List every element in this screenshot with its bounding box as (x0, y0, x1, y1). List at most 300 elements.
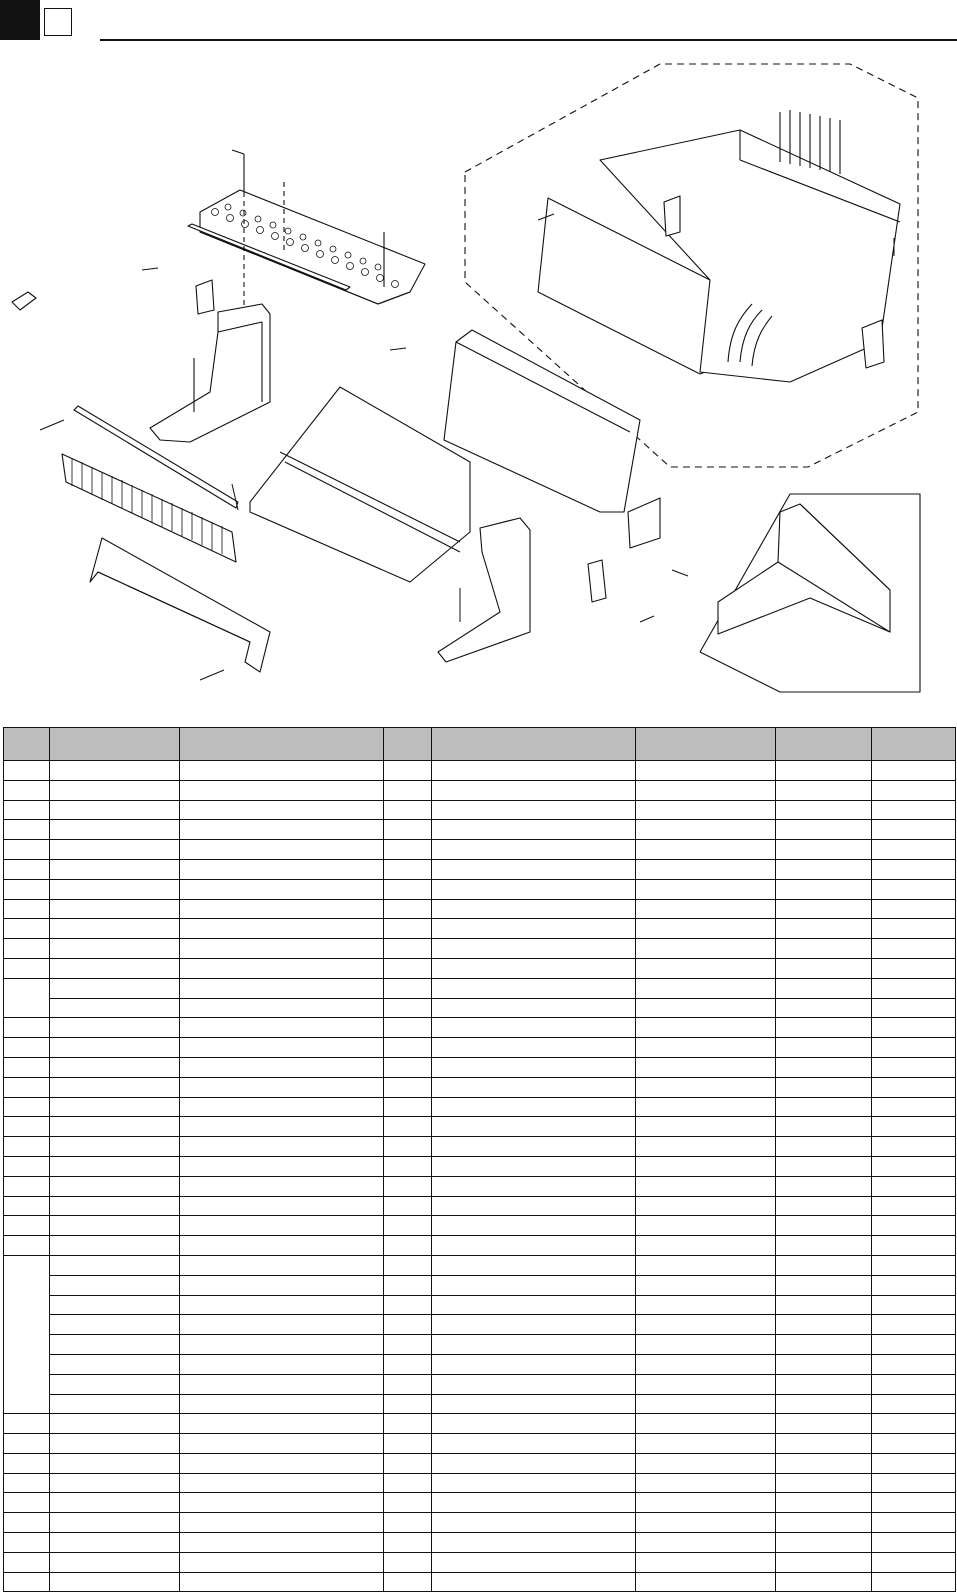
table-cell (872, 1434, 956, 1454)
table-cell (4, 879, 50, 899)
table-cell (636, 1533, 776, 1553)
table-cell (872, 879, 956, 899)
side-bracket (628, 498, 660, 548)
column-header (50, 728, 180, 761)
table-cell (384, 1414, 432, 1434)
table-cell (50, 820, 180, 840)
table-cell (776, 1513, 872, 1533)
table-cell (180, 998, 384, 1018)
table-row (4, 1434, 956, 1454)
table-cell (4, 780, 50, 800)
table-cell (4, 1236, 50, 1256)
table-cell (432, 1434, 636, 1454)
table-cell (180, 1315, 384, 1335)
table-cell (636, 1434, 776, 1454)
table-cell (4, 1414, 50, 1434)
table-cell (384, 1216, 432, 1236)
table-cell (4, 1057, 50, 1077)
table-row (4, 998, 956, 1018)
table-cell (636, 1572, 776, 1592)
table-cell (636, 939, 776, 959)
table-cell (50, 1374, 180, 1394)
column-header (4, 728, 50, 761)
table-cell (384, 998, 432, 1018)
table-row (4, 1493, 956, 1513)
table-cell (50, 1077, 180, 1097)
table-cell (384, 1453, 432, 1473)
table-cell (4, 1196, 50, 1216)
table-cell (50, 1513, 180, 1533)
table-cell (432, 1414, 636, 1434)
table-cell (872, 1196, 956, 1216)
table-cell (4, 1453, 50, 1473)
table-cell (636, 1196, 776, 1216)
mount-plate (588, 560, 606, 602)
table-cell (432, 1077, 636, 1097)
table-cell (4, 1156, 50, 1176)
column-header (636, 728, 776, 761)
table-cell (384, 899, 432, 919)
table-cell (432, 958, 636, 978)
table-cell (432, 1216, 636, 1236)
table-cell (872, 1216, 956, 1236)
table-cell (180, 939, 384, 959)
table-cell (180, 1137, 384, 1157)
table-cell (776, 820, 872, 840)
table-cell (180, 1156, 384, 1176)
table-cell (4, 899, 50, 919)
table-cell (4, 1493, 50, 1513)
table-cell (384, 1513, 432, 1533)
table-cell (432, 1572, 636, 1592)
table-row (4, 1236, 956, 1256)
table-cell (776, 1354, 872, 1374)
table-cell (776, 978, 872, 998)
table-cell (432, 1097, 636, 1117)
table-cell (432, 1236, 636, 1256)
table-cell (180, 919, 384, 939)
small-plate (196, 280, 214, 314)
table-cell (4, 1473, 50, 1493)
table-cell (636, 1216, 776, 1236)
table-row (4, 1255, 956, 1275)
column-header (384, 728, 432, 761)
table-cell (432, 1156, 636, 1176)
table-cell (432, 1374, 636, 1394)
table-row (4, 1354, 956, 1374)
table-cell (180, 978, 384, 998)
table-cell (776, 919, 872, 939)
column-header (432, 728, 636, 761)
table-cell (50, 1453, 180, 1473)
table-row (4, 978, 956, 998)
table-row (4, 1295, 956, 1315)
table-cell (384, 800, 432, 820)
table-cell (384, 879, 432, 899)
table-cell (384, 1176, 432, 1196)
table-cell (180, 1513, 384, 1533)
table-cell (432, 998, 636, 1018)
table-cell (636, 919, 776, 939)
table-cell (384, 1374, 432, 1394)
column-header (776, 728, 872, 761)
table-cell (180, 1434, 384, 1454)
table-cell (4, 1255, 50, 1413)
table-cell (432, 1018, 636, 1038)
table-cell (50, 978, 180, 998)
table-cell (432, 1176, 636, 1196)
table-cell (50, 1572, 180, 1592)
table-cell (636, 1295, 776, 1315)
table-row (4, 1552, 956, 1572)
table-cell (50, 919, 180, 939)
column-header (872, 728, 956, 761)
table-cell (180, 780, 384, 800)
table-cell (180, 1533, 384, 1553)
table-cell (432, 919, 636, 939)
table-cell (50, 998, 180, 1018)
table-row (4, 1057, 956, 1077)
table-cell (384, 1137, 432, 1157)
table-cell (180, 1394, 384, 1414)
clamp-plate (664, 196, 680, 236)
table-cell (384, 1275, 432, 1295)
table-cell (180, 800, 384, 820)
column-header (180, 728, 384, 761)
table-cell (636, 1038, 776, 1058)
table-cell (872, 1255, 956, 1275)
table-cell (180, 1176, 384, 1196)
table-cell (636, 958, 776, 978)
table-cell (872, 1236, 956, 1256)
table-cell (872, 1038, 956, 1058)
table-cell (776, 1236, 872, 1256)
table-cell (872, 840, 956, 860)
table-cell (50, 1533, 180, 1553)
table-row (4, 919, 956, 939)
parts-list-body (4, 761, 956, 1592)
table-cell (4, 1137, 50, 1157)
table-cell (432, 1117, 636, 1137)
table-cell (50, 1295, 180, 1315)
table-cell (180, 1572, 384, 1592)
table-cell (50, 879, 180, 899)
table-row (4, 1156, 956, 1176)
table-cell (872, 1137, 956, 1157)
table-cell (872, 1315, 956, 1335)
table-cell (50, 1196, 180, 1216)
table-cell (384, 859, 432, 879)
table-cell (384, 761, 432, 781)
table-cell (180, 859, 384, 879)
table-cell (180, 1354, 384, 1374)
table-cell (4, 1077, 50, 1097)
table-cell (776, 1275, 872, 1295)
table-row (4, 800, 956, 820)
table-cell (180, 1255, 384, 1275)
table-cell (50, 1434, 180, 1454)
table-cell (384, 1315, 432, 1335)
table-cell (776, 761, 872, 781)
table-cell (384, 780, 432, 800)
table-cell (636, 1097, 776, 1117)
table-cell (50, 1216, 180, 1236)
table-cell (4, 939, 50, 959)
table-cell (4, 1572, 50, 1592)
table-cell (50, 1473, 180, 1493)
table-cell (384, 1077, 432, 1097)
table-row (4, 820, 956, 840)
table-cell (180, 1057, 384, 1077)
table-cell (776, 1117, 872, 1137)
table-cell (180, 958, 384, 978)
table-cell (636, 1453, 776, 1473)
table-cell (872, 820, 956, 840)
table-row (4, 1196, 956, 1216)
table-cell (50, 939, 180, 959)
table-cell (384, 1255, 432, 1275)
table-cell (384, 1394, 432, 1414)
table-cell (50, 1137, 180, 1157)
table-cell (776, 1038, 872, 1058)
table-cell (432, 1196, 636, 1216)
top-rail-block (200, 190, 425, 304)
table-cell (636, 998, 776, 1018)
table-cell (872, 1552, 956, 1572)
table-cell (776, 1196, 872, 1216)
table-row (4, 1374, 956, 1394)
table-cell (776, 1018, 872, 1038)
table-row (4, 1513, 956, 1533)
table-cell (384, 1097, 432, 1117)
table-cell (636, 1394, 776, 1414)
table-cell (636, 1018, 776, 1038)
table-cell (180, 879, 384, 899)
table-cell (636, 1473, 776, 1493)
bottom-cover (90, 538, 270, 672)
table-cell (872, 899, 956, 919)
table-cell (180, 1493, 384, 1513)
table-cell (432, 1335, 636, 1355)
table-row (4, 1216, 956, 1236)
table-cell (432, 840, 636, 860)
table-row (4, 958, 956, 978)
table-cell (636, 899, 776, 919)
table-cell (180, 1295, 384, 1315)
table-cell (384, 1434, 432, 1454)
table-cell (4, 859, 50, 879)
table-cell (432, 899, 636, 919)
table-cell (50, 1236, 180, 1256)
table-cell (776, 879, 872, 899)
table-cell (872, 958, 956, 978)
table-cell (636, 879, 776, 899)
table-cell (384, 1533, 432, 1553)
table-cell (872, 1473, 956, 1493)
table-row (4, 1572, 956, 1592)
table-cell (180, 1196, 384, 1216)
parts-list-table (3, 727, 956, 1592)
table-cell (50, 1414, 180, 1434)
table-cell (180, 1453, 384, 1473)
table-cell (384, 1572, 432, 1592)
table-cell (776, 1335, 872, 1355)
table-cell (872, 1572, 956, 1592)
table-cell (384, 840, 432, 860)
table-row (4, 1533, 956, 1553)
table-cell (384, 1473, 432, 1493)
table-row (4, 859, 956, 879)
table-cell (776, 1453, 872, 1473)
table-cell (872, 859, 956, 879)
table-cell (180, 1097, 384, 1117)
table-cell (776, 1176, 872, 1196)
table-cell (50, 899, 180, 919)
table-row (4, 1018, 956, 1038)
table-cell (776, 1137, 872, 1157)
inset-tray (718, 504, 890, 634)
table-cell (180, 1038, 384, 1058)
table-cell (50, 1097, 180, 1117)
table-cell (776, 859, 872, 879)
table-cell (50, 1354, 180, 1374)
table-cell (636, 1057, 776, 1077)
table-cell (50, 1255, 180, 1275)
table-cell (872, 1057, 956, 1077)
table-cell (872, 1156, 956, 1176)
table-cell (50, 1335, 180, 1355)
table-row (4, 1275, 956, 1295)
table-cell (50, 840, 180, 860)
table-cell (872, 1176, 956, 1196)
table-row (4, 761, 956, 781)
table-cell (4, 1533, 50, 1553)
table-row (4, 1117, 956, 1137)
table-cell (872, 1295, 956, 1315)
table-cell (4, 800, 50, 820)
table-cell (872, 1077, 956, 1097)
table-row (4, 1335, 956, 1355)
table-cell (432, 1275, 636, 1295)
table-cell (636, 1156, 776, 1176)
table-cell (636, 1315, 776, 1335)
table-cell (50, 1156, 180, 1176)
table-cell (776, 1572, 872, 1592)
table-cell (636, 820, 776, 840)
table-cell (50, 761, 180, 781)
table-cell (50, 1117, 180, 1137)
table-cell (180, 1552, 384, 1572)
table-row (4, 1097, 956, 1117)
table-cell (50, 1552, 180, 1572)
table-cell (384, 1117, 432, 1137)
table-cell (180, 1335, 384, 1355)
table-row (4, 1137, 956, 1157)
table-cell (776, 1533, 872, 1553)
table-cell (872, 919, 956, 939)
table-cell (432, 1038, 636, 1058)
table-cell (776, 800, 872, 820)
table-cell (432, 939, 636, 959)
table-cell (776, 1493, 872, 1513)
perforated-panel (444, 330, 640, 512)
right-plate (862, 320, 884, 368)
table-cell (432, 978, 636, 998)
table-cell (432, 1315, 636, 1335)
table-cell (872, 1493, 956, 1513)
table-cell (432, 859, 636, 879)
table-cell (384, 1196, 432, 1216)
table-cell (776, 840, 872, 860)
table-cell (4, 840, 50, 860)
table-cell (636, 1552, 776, 1572)
table-cell (384, 1552, 432, 1572)
page-number-box (44, 8, 72, 36)
table-cell (432, 1295, 636, 1315)
table-cell (432, 820, 636, 840)
table-row (4, 780, 956, 800)
table-cell (432, 1473, 636, 1493)
table-cell (384, 1295, 432, 1315)
table-row (4, 1077, 956, 1097)
table-cell (4, 1117, 50, 1137)
table-cell (872, 761, 956, 781)
table-cell (384, 1018, 432, 1038)
header-rule (100, 39, 957, 41)
table-cell (432, 1255, 636, 1275)
table-cell (872, 1374, 956, 1394)
table-cell (50, 1018, 180, 1038)
table-cell (432, 879, 636, 899)
table-cell (636, 840, 776, 860)
table-cell (432, 1533, 636, 1553)
table-cell (50, 1057, 180, 1077)
table-header-row (4, 728, 956, 761)
elbow-connector (12, 292, 36, 310)
table-cell (776, 1473, 872, 1493)
table-cell (180, 1374, 384, 1394)
table-cell (432, 1137, 636, 1157)
table-cell (776, 1374, 872, 1394)
table-cell (180, 1077, 384, 1097)
table-row (4, 840, 956, 860)
table-cell (872, 1117, 956, 1137)
table-cell (4, 919, 50, 939)
table-cell (4, 1038, 50, 1058)
table-cell (636, 1275, 776, 1295)
table-cell (180, 1414, 384, 1434)
table-cell (636, 800, 776, 820)
table-cell (180, 1236, 384, 1256)
table-cell (50, 800, 180, 820)
table-cell (776, 1216, 872, 1236)
table-cell (384, 1156, 432, 1176)
table-cell (872, 978, 956, 998)
table-cell (872, 1513, 956, 1533)
table-cell (4, 958, 50, 978)
table-row (4, 1038, 956, 1058)
table-cell (384, 1236, 432, 1256)
table-cell (776, 1057, 872, 1077)
table-cell (180, 1216, 384, 1236)
table-cell (432, 1552, 636, 1572)
table-cell (4, 978, 50, 1018)
table-cell (636, 1374, 776, 1394)
table-cell (872, 998, 956, 1018)
table-cell (776, 780, 872, 800)
table-cell (636, 1354, 776, 1374)
table-cell (636, 780, 776, 800)
